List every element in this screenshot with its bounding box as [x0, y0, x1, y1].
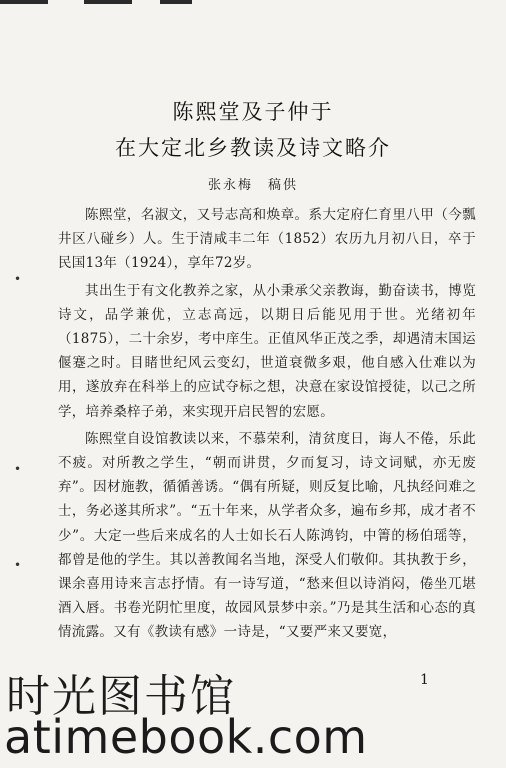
watermark-url: atimebook.com — [4, 710, 368, 764]
page-title-line-1: 陈熙堂及子仲于 — [172, 100, 334, 124]
paragraph: 其出生于有文化教养之家，从小秉承父亲教诲，勤奋读书，博览诗文，品学兼优，立志高远，以期日后能见用于世。光绪初年（1875），二十余岁，考中庠生。正值风华正茂之季，却遇清末国运偃蹇之时。目睹世纪风云变幻，世道衰微多艰，他自感入仕难以为用，遂放弃在科举上的应试夺标之想，决意在家设馆授徒，以己之所学，培养桑梓子弟，来实现开启民智的宏愿。 — [58, 282, 476, 420]
page-title-line-2: 在大定北乡教读及诗文略介 — [115, 136, 391, 160]
top-scan-rule — [0, 0, 48, 4]
margin-mark: • — [14, 558, 22, 572]
author-byline: 张永梅 稿供 — [207, 178, 298, 193]
top-scan-rule — [84, 0, 132, 4]
paragraph: 陈熙堂，名淑文，又号志高和焕章。系大定府仁育里八甲（今瓢井区八碰乡）人。生于清咸丰二年（1852）农历九月初八日，卒于民国13年（1924），享年72岁。 — [58, 207, 476, 272]
paragraph: 陈熙堂自设馆教读以来，不慕荣利，清贫度日，诲人不倦，乐此不疲。对所教之学生，“朝而讲贯，夕而复习，诗文词赋，亦无废弃”。因材施教，循循善诱。“偶有所疑，则反复比喻，凡执经问难之士，务必遂其所求”。“五十年来，从学者众多，遍布乡邦，成才者不少”。大定一些后来成名的人士如长石人陈鸿钧，中箐的杨伯瑶等，都曾是他的学生。其以善教闻名当地，深受人们敬仰。其执教于乡，课余喜用诗来言志抒情。有一诗写道，“愁来但以诗消闷，倦坐兀堪酒入唇。书卷光阴忙里度，故园风景梦中亲。”乃是其生活和心态的真情流露。又有《教读有感》一诗是，“又要严来又要宽， — [58, 430, 476, 641]
watermark-title: 时光图书馆 — [6, 671, 236, 722]
margin-mark: • — [14, 272, 22, 286]
margin-mark: • — [14, 462, 22, 476]
page-number: 1 — [420, 672, 429, 688]
top-scan-rule — [160, 0, 192, 4]
article-body — [58, 203, 476, 648]
